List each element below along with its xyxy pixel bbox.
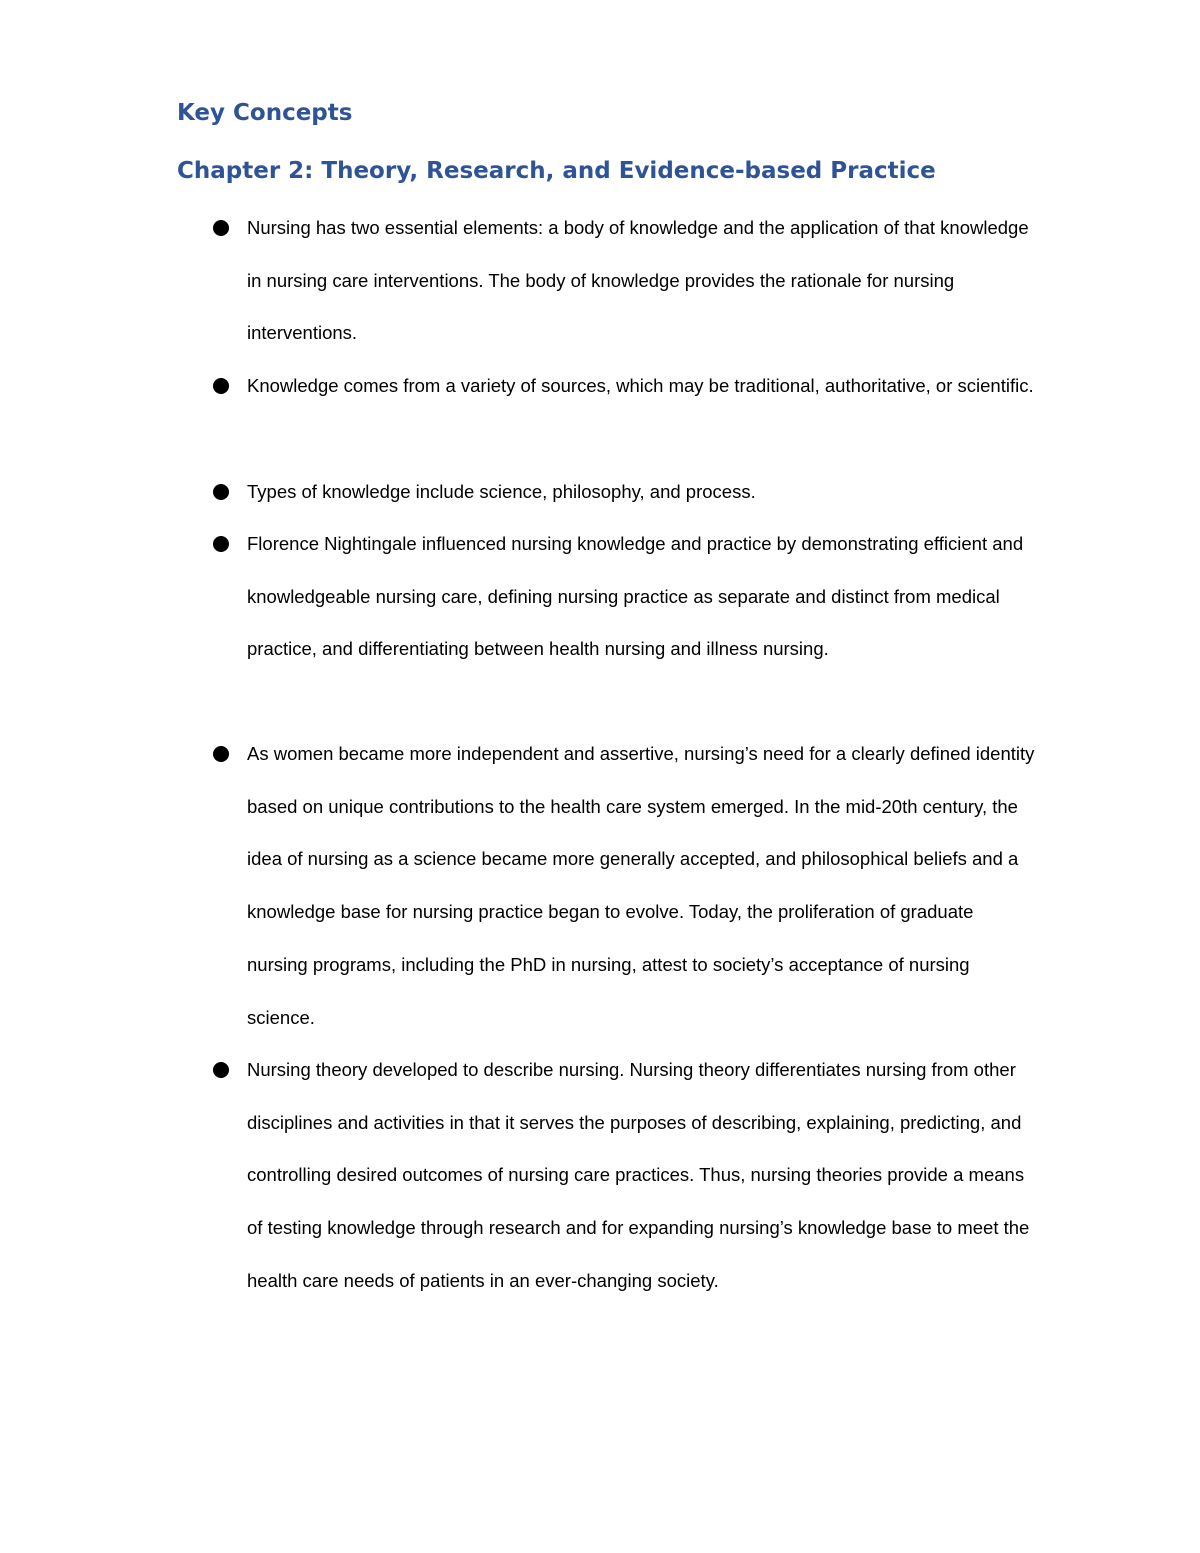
list-item	[247, 202, 1037, 360]
bullet-icon	[213, 484, 229, 500]
list-item	[247, 518, 1037, 676]
bullet-icon	[213, 536, 229, 552]
list-item	[247, 1044, 1037, 1308]
list-item-text: As women became more independent and assertive, nursing’s need for a clearly defined identity based on unique contributions to the health care system emerged. In the mid-20th century, the idea of nursing as a science became more generally accepted, and philosophical beliefs and a knowledge base for nursing practice began to evolve. Today, the proliferation of graduate nursing programs, including the PhD in nursing, attest to society’s acceptance of nursing science.	[247, 743, 1035, 1028]
document-title: Key Concepts	[177, 100, 353, 126]
list-item-text: Nursing theory developed to describe nursing. Nursing theory differentiates nursing from other disciplines and activities in that it serves the purposes of describing, explaining, predicting, and controlling desired outcomes of nursing care practices. Thus, nursing theories provide a means of testing knowledge through research and for expanding nursing’s knowledge base to meet the health care needs of patients in an ever-changing society.	[247, 1059, 1030, 1291]
chapter-heading: Chapter 2: Theory, Research, and Evidence-based Practice	[177, 158, 936, 184]
bullet-icon	[213, 378, 229, 394]
list-item-text: Knowledge comes from a variety of sources, which may be traditional, authoritative, or scientific.	[247, 375, 1034, 396]
list-item-text: Nursing has two essential elements: a body of knowledge and the application of that knowledge in nursing care interventions. The body of knowledge provides the rationale for nursing interventions.	[247, 217, 1029, 344]
list-item	[247, 466, 1037, 519]
bullet-icon	[213, 746, 229, 762]
list-item-text: Types of knowledge include science, philosophy, and process.	[247, 481, 756, 502]
list-item	[247, 728, 1037, 1044]
list-item	[247, 360, 1037, 413]
bullet-icon	[213, 1062, 229, 1078]
list-item-text: Florence Nightingale influenced nursing knowledge and practice by demonstrating efficient and knowledgeable nursing care, defining nursing practice as separate and distinct from medical practice, and differentiating between health nursing and illness nursing.	[247, 533, 1024, 660]
bullet-icon	[213, 220, 229, 236]
